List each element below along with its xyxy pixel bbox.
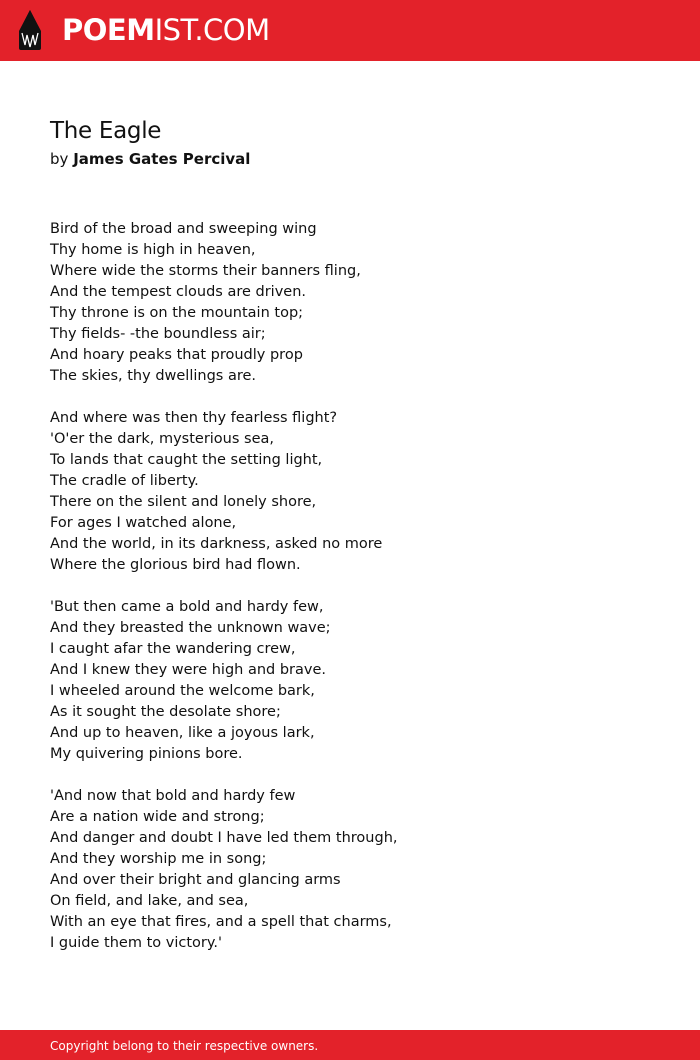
poem-line: The skies, thy dwellings are.: [50, 368, 257, 384]
by-label: by: [50, 150, 69, 168]
poem-line: For ages I watched alone,: [50, 515, 237, 531]
poem-line: And I knew they were high and brave.: [50, 662, 326, 678]
stanza: [50, 597, 650, 765]
pencil-icon[interactable]: [17, 9, 43, 51]
site-logo[interactable]: [62, 11, 270, 49]
logo-bold-text: POEM: [62, 13, 155, 47]
poem-line: And the world, in its darkness, asked no more: [50, 536, 383, 552]
poem-line: I guide them to victory.': [50, 935, 222, 951]
poem-line: Thy fields- -the boundless air;: [50, 326, 266, 342]
poem-line: On field, and lake, and sea,: [50, 893, 249, 909]
poem-line: As it sought the desolate shore;: [50, 704, 281, 720]
stanza: [50, 408, 650, 576]
poem-line: And hoary peaks that proudly prop: [50, 347, 303, 363]
poem-line: Thy throne is on the mountain top;: [50, 305, 304, 321]
poem-line: 'And now that bold and hardy few: [50, 788, 296, 804]
poem-line: There on the silent and lonely shore,: [50, 494, 317, 510]
poem-line: 'O'er the dark, mysterious sea,: [50, 431, 274, 447]
copyright-text: Copyright belong to their respective owners.: [50, 1039, 319, 1053]
poem-title: The Eagle: [50, 118, 162, 144]
poem-line: Thy home is high in heaven,: [50, 242, 256, 258]
poem-line: 'But then came a bold and hardy few,: [50, 599, 324, 615]
poem-line: And where was then thy fearless flight?: [50, 410, 338, 426]
stanza: [50, 219, 650, 387]
poem-line: And they breasted the unknown wave;: [50, 620, 331, 636]
site-footer: [0, 1030, 700, 1060]
poem-body: [50, 219, 650, 975]
poem-line: I wheeled around the welcome bark,: [50, 683, 315, 699]
poem-line: And they worship me in song;: [50, 851, 267, 867]
poem-line: My quivering pinions bore.: [50, 746, 243, 762]
poem-author: James Gates Percival: [73, 150, 251, 168]
poem-line: With an eye that fires, and a spell that charms,: [50, 914, 392, 930]
poem-line: And the tempest clouds are driven.: [50, 284, 307, 300]
stanza: [50, 786, 650, 954]
poem-line: And over their bright and glancing arms: [50, 872, 341, 888]
poem-line: I caught afar the wandering crew,: [50, 641, 296, 657]
poem-line: Where the glorious bird had flown.: [50, 557, 301, 573]
poem-line: And danger and doubt I have led them through,: [50, 830, 398, 846]
poem-line: Bird of the broad and sweeping wing: [50, 221, 317, 237]
site-header: [0, 0, 700, 61]
logo-light-text: IST.COM: [154, 13, 270, 47]
poem-line: The cradle of liberty.: [50, 473, 199, 489]
poem-line: And up to heaven, like a joyous lark,: [50, 725, 315, 741]
poem-line: Where wide the storms their banners fling,: [50, 263, 361, 279]
poem-line: To lands that caught the setting light,: [50, 452, 323, 468]
poem-byline: [50, 149, 250, 169]
poem-line: Are a nation wide and strong;: [50, 809, 265, 825]
